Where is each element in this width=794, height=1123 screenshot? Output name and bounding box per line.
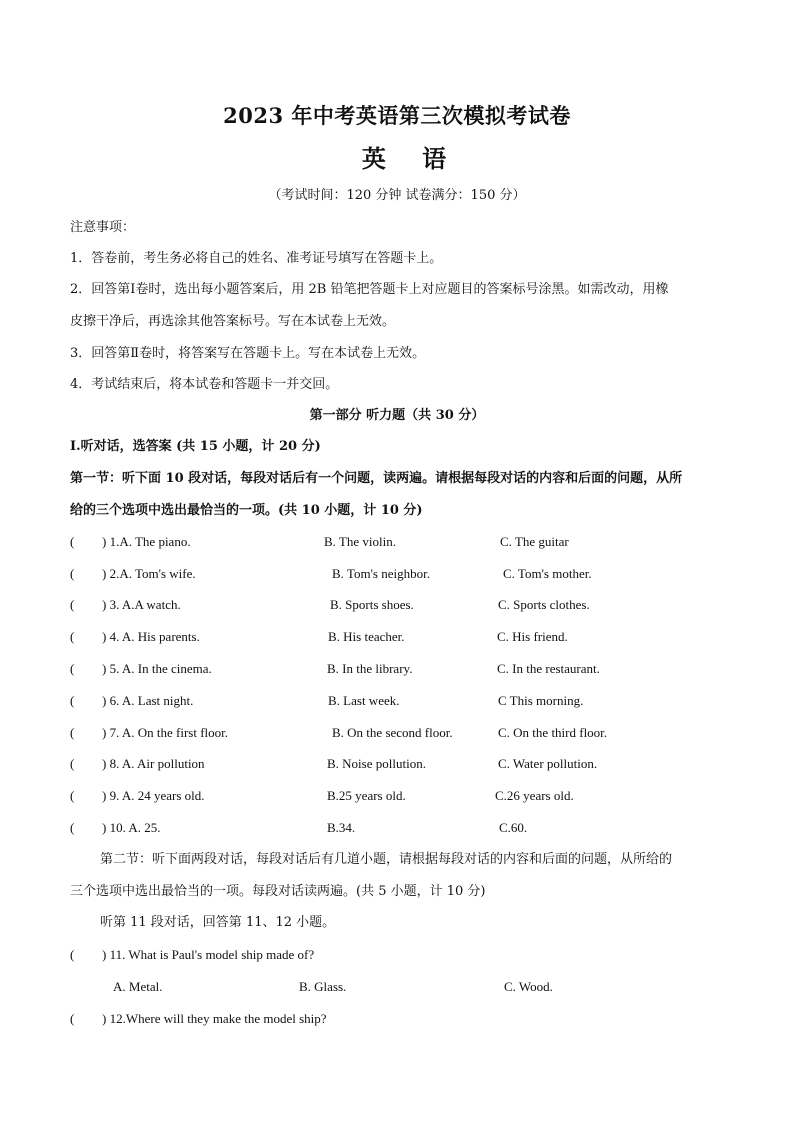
option-b: B. In the library. xyxy=(327,661,413,676)
exam-info: （考试时间：120 分钟 试卷满分：150 分） xyxy=(268,188,526,203)
option-b: B.34. xyxy=(327,820,356,835)
question-stem: ) 10. A. 25. xyxy=(102,820,161,835)
note-item-3: 3．回答第Ⅱ卷时，将答案写在答题卡上。写在本试卷上无效。 xyxy=(70,346,426,361)
question-stem: ) 8. A. Air pollution xyxy=(102,756,205,771)
option-b: B.25 years old. xyxy=(327,788,406,803)
notes-heading: 注意事项： xyxy=(70,220,136,235)
answer-bracket: ( xyxy=(70,693,75,708)
note-item-1: 1．答卷前，考生务必将自己的姓名、准考证号填写在答题卡上。 xyxy=(70,251,443,266)
option-c: C. On the third floor. xyxy=(498,725,608,740)
section-title: Ⅰ.听对话，选答案 (共 15 小题，计 20 分) xyxy=(70,439,321,454)
option-b: B. His teacher. xyxy=(328,629,405,644)
question-row xyxy=(70,596,750,614)
answer-bracket: ( xyxy=(70,788,75,803)
question-stem: ) 11. What is Paul's model ship made of? xyxy=(102,947,315,962)
option-c: C This morning. xyxy=(498,693,584,708)
question-stem: ) 6. A. Last night. xyxy=(102,693,194,708)
option-c: C. Sports clothes. xyxy=(498,597,590,612)
option-b: B. Noise pollution. xyxy=(327,756,426,771)
answer-bracket: ( xyxy=(70,629,75,644)
option-b: B. Glass. xyxy=(299,979,347,994)
question-stem: ) 4. A. His parents. xyxy=(102,629,200,644)
note-item-4: 4．考试结束后，将本试卷和答题卡一并交回。 xyxy=(70,377,339,392)
section2-instructions-line-1: 第二节：听下面两段对话，每段对话后有几道小题，请根据每段对话的内容和后面的问题，从所给的 xyxy=(100,852,673,867)
dialog-11-intro: 听第 11 段对话，回答第 11、12 小题。 xyxy=(100,915,336,930)
question-row xyxy=(70,787,750,805)
question-12-row xyxy=(70,1010,750,1028)
answer-bracket: ( xyxy=(70,661,75,676)
question-row xyxy=(70,692,750,710)
section1-instructions-line-2: 给的三个选项中选出最恰当的一项。(共 10 小题，计 10 分) xyxy=(70,503,423,518)
answer-bracket: ( xyxy=(70,756,75,771)
option-c: C. His friend. xyxy=(497,629,568,644)
answer-bracket: ( xyxy=(70,1011,75,1026)
option-c: C. Tom's mother. xyxy=(503,566,592,581)
option-c: C. Water pollution. xyxy=(498,756,598,771)
question-stem: ) 2.A. Tom's wife. xyxy=(102,566,196,581)
option-a: A. Metal. xyxy=(113,979,163,994)
option-b: B. The violin. xyxy=(324,534,396,549)
question-row xyxy=(70,565,750,583)
answer-bracket: ( xyxy=(70,820,75,835)
exam-subject: 英 语 xyxy=(361,144,461,173)
option-b: B. Tom's neighbor. xyxy=(332,566,430,581)
question-stem: ) 12.Where will they make the model ship? xyxy=(102,1011,327,1026)
option-b: B. Last week. xyxy=(328,693,400,708)
question-row xyxy=(70,724,750,742)
option-c: C. In the restaurant. xyxy=(497,661,600,676)
option-c: C. Wood. xyxy=(504,979,553,994)
answer-bracket: ( xyxy=(70,725,75,740)
section2-instructions-line-2: 三个选项中选出最恰当的一项。每段对话读两遍。(共 5 小题，计 10 分) xyxy=(70,884,486,899)
question-row xyxy=(70,533,750,551)
question-stem: ) 1.A. The piano. xyxy=(102,534,191,549)
section1-instructions-line-1: 第一节：听下面 10 段对话，每段对话后有一个问题，读两遍。请根据每段对话的内容和后面的问题，从所 xyxy=(70,471,683,486)
question-stem: ) 9. A. 24 years old. xyxy=(102,788,205,803)
question-row xyxy=(70,660,750,678)
option-c: C.26 years old. xyxy=(495,788,574,803)
question-row xyxy=(70,628,750,646)
question-stem: ) 7. A. On the first floor. xyxy=(102,725,229,740)
note-item-2-line-1: 2．回答第Ⅰ卷时，选出每小题答案后，用 2B 铅笔把答题卡上对应题目的答案标号涂黑。如需改动，用橡 xyxy=(70,282,669,297)
answer-bracket: ( xyxy=(70,534,75,549)
note-item-2-line-2: 皮擦干净后，再选涂其他答案标号。写在本试卷上无效。 xyxy=(70,314,396,329)
option-b: B. Sports shoes. xyxy=(330,597,414,612)
exam-title: 2023 年中考英语第三次模拟考试卷 xyxy=(223,103,571,128)
question-row xyxy=(70,755,750,773)
answer-bracket: ( xyxy=(70,597,75,612)
answer-bracket: ( xyxy=(70,566,75,581)
question-11-row xyxy=(70,946,750,964)
option-c: C.60. xyxy=(499,820,528,835)
option-c: C. The guitar xyxy=(500,534,569,549)
part1-heading: 第一部分 听力题（共 30 分） xyxy=(309,408,485,423)
option-b: B. On the second floor. xyxy=(332,725,453,740)
question-stem: ) 3. A.A watch. xyxy=(102,597,181,612)
answer-bracket: ( xyxy=(70,947,75,962)
question-stem: ) 5. A. In the cinema. xyxy=(102,661,212,676)
question-row xyxy=(70,819,750,837)
question-11-options xyxy=(70,978,750,996)
